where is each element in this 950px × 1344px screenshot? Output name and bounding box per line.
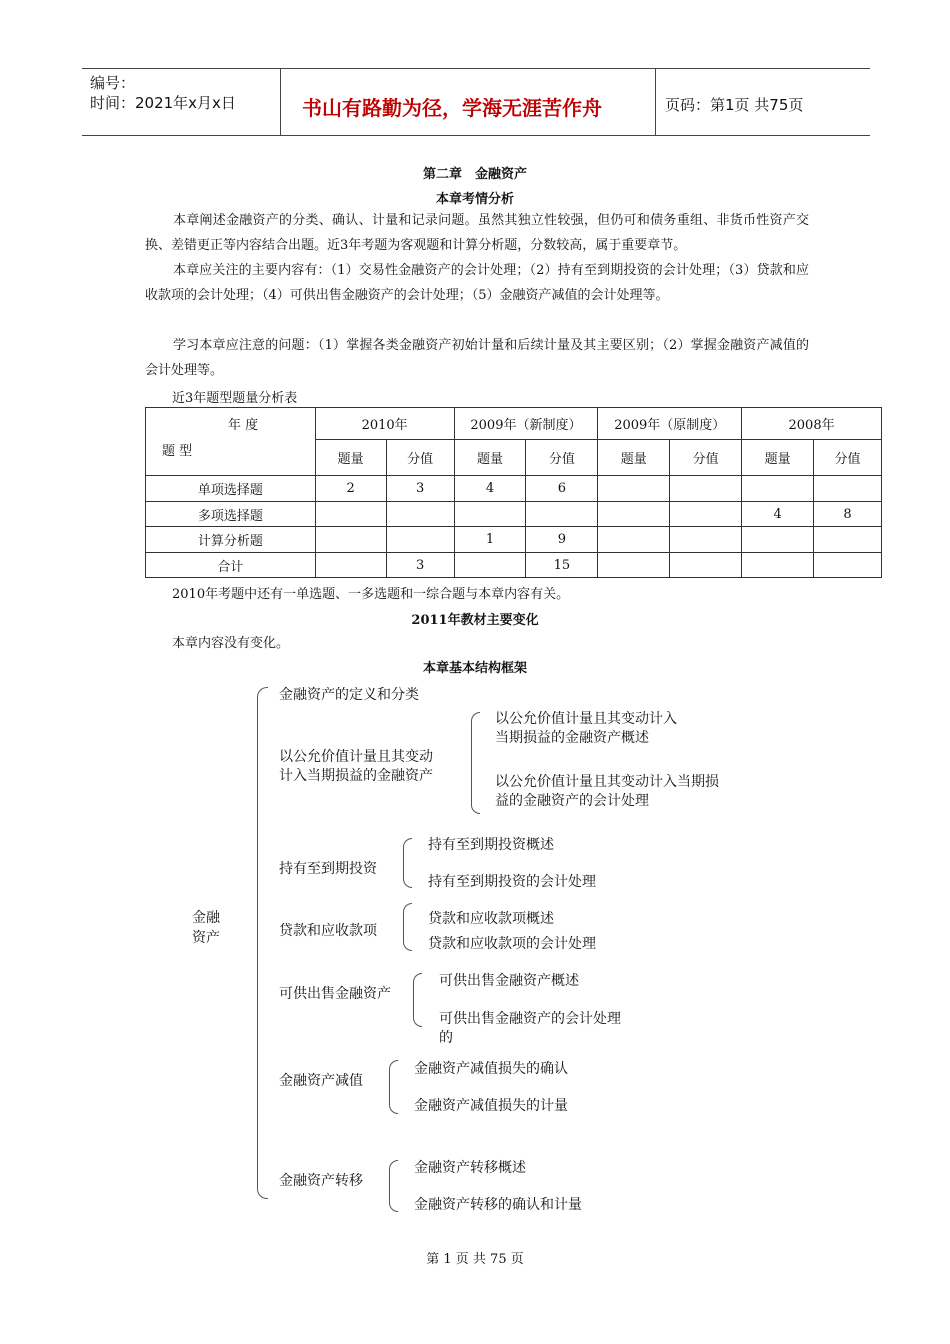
header-time: 时间：2021年x月x日 [90, 94, 236, 112]
fw-node-transfer: 金融资产转移 [279, 1173, 363, 1189]
table-cell: 2 [315, 476, 386, 502]
sub-header: 分值 [670, 440, 742, 476]
change-text: 本章内容没有变化。 [172, 636, 290, 651]
paragraph-3: 学习本章应注意的问题：（1）掌握各类金融资产初始计量和后续计量及其主要区别；（2）掌握金融资产减值的会计处理等。 [145, 338, 809, 378]
row-label: 计算分析题 [146, 527, 316, 553]
fw-node-fvtpl-a2: 当期损益的金融资产概述 [495, 730, 649, 746]
table-cell: 3 [386, 476, 454, 502]
year-header: 2009年（原制度） [598, 408, 742, 440]
table-cell: 4 [742, 502, 814, 527]
fw-node-transfer-a: 金融资产转移概述 [414, 1160, 526, 1176]
table-cell [598, 476, 670, 502]
fw-root-line-2: 资产 [192, 930, 220, 946]
table-cell [814, 527, 882, 553]
fw-brace-loans [403, 903, 412, 951]
table-cell: 15 [526, 553, 598, 578]
table-cell [386, 527, 454, 553]
table-cell [814, 476, 882, 502]
table-cell [670, 553, 742, 578]
corner-type: 题 型 [162, 444, 193, 459]
table-cell [598, 502, 670, 527]
sub-header: 题量 [742, 440, 814, 476]
fw-node-fvtpl-b1: 以公允价值计量且其变动计入当期损 [495, 774, 719, 790]
table-cell [386, 502, 454, 527]
sub-header: 分值 [814, 440, 882, 476]
sub-header: 题量 [315, 440, 386, 476]
fw-node-loans-b: 贷款和应收款项的会计处理 [428, 936, 596, 952]
fw-node-loans: 贷款和应收款项 [279, 923, 377, 939]
header-motto: 书山有路勤为径，学海无涯苦作舟 [302, 96, 602, 120]
table-cell: 3 [386, 553, 454, 578]
table-cell [315, 553, 386, 578]
fw-brace-transfer [389, 1160, 398, 1212]
header-page: 页码：第1页 共75页 [665, 96, 804, 114]
table-cell [315, 502, 386, 527]
row-label: 合计 [146, 553, 316, 578]
question-stats-table [145, 407, 882, 578]
fw-node-fvtpl-b2: 益的金融资产的会计处理 [495, 793, 649, 809]
fw-brace-fvtpl [471, 712, 480, 814]
fw-node-afs-a: 可供出售金融资产概述 [439, 973, 579, 989]
header-bottom-rule [82, 135, 870, 136]
fw-root-line-1: 金融 [192, 910, 220, 926]
fw-node-fvtpl-2: 计入当期损益的金融资产 [279, 768, 433, 784]
sub-header: 分值 [386, 440, 454, 476]
year-header: 2009年（新制度） [454, 408, 598, 440]
fw-node-fvtpl-a1: 以公允价值计量且其变动计入 [495, 711, 677, 727]
sub-header: 分值 [526, 440, 598, 476]
fw-node-fvtpl-1: 以公允价值计量且其变动 [279, 749, 433, 765]
fw-node-transfer-b: 金融资产转移的确认和计量 [414, 1197, 582, 1213]
table-cell: 6 [526, 476, 598, 502]
fw-node-definition: 金融资产的定义和分类 [279, 687, 419, 703]
table-row [146, 553, 882, 578]
fw-node-afs: 可供出售金融资产 [279, 986, 391, 1002]
fw-node-htm: 持有至到期投资 [279, 861, 377, 877]
header-divider-1 [280, 68, 281, 135]
table-cell [315, 527, 386, 553]
chapter-title: 第二章 金融资产 [422, 167, 527, 182]
table-cell [670, 527, 742, 553]
table-cell [454, 553, 526, 578]
table-cell [598, 527, 670, 553]
after-table-note: 2010年考题中还有一单选题、一多选题和一综合题与本章内容有关。 [172, 587, 570, 602]
table-cell [742, 553, 814, 578]
sub-header: 题量 [598, 440, 670, 476]
table-cell: 8 [814, 502, 882, 527]
table-row [146, 502, 882, 527]
fw-node-htm-a: 持有至到期投资概述 [428, 837, 554, 853]
table-cell [742, 476, 814, 502]
page-footer: 第 1 页 共 75 页 [426, 1252, 524, 1267]
fw-node-impair-b: 金融资产减值损失的计量 [414, 1098, 568, 1114]
fw-node-impair-a: 金融资产减值损失的确认 [414, 1061, 568, 1077]
row-label: 多项选择题 [146, 502, 316, 527]
table-cell [598, 553, 670, 578]
table-cell [526, 502, 598, 527]
fw-brace-impair [389, 1060, 398, 1114]
paragraph-1: 本章阐述金融资产的分类、确认、计量和记录问题。虽然其独立性较强，但仍可和债务重组、非货币性资产交换、差错更正等内容结合出题。近3年考题为客观题和计算分析题，分数较高，属于重要章节。 [145, 213, 809, 253]
table-cell [814, 553, 882, 578]
fw-main-brace [257, 687, 268, 1199]
fw-node-afs-b1: 可供出售金融资产的会计处理 [439, 1011, 621, 1027]
table-cell [670, 502, 742, 527]
sub-header: 题量 [454, 440, 526, 476]
table-cell [670, 476, 742, 502]
corner-year: 年 度 [228, 418, 259, 433]
header-divider-2 [655, 68, 656, 135]
analysis-title: 本章考情分析 [435, 192, 514, 207]
table-caption: 近3年题型题量分析表 [172, 391, 298, 406]
table-corner [146, 408, 316, 476]
table-cell: 1 [454, 527, 526, 553]
year-header: 2008年 [742, 408, 882, 440]
table-cell [454, 502, 526, 527]
header-top-rule [82, 68, 870, 69]
fw-brace-afs [413, 973, 422, 1027]
table-row [146, 476, 882, 502]
year-header: 2010年 [315, 408, 454, 440]
framework-title: 本章基本结构框架 [422, 661, 527, 676]
header-number: 编号： [90, 74, 136, 92]
table-row [146, 527, 882, 553]
table-cell: 9 [526, 527, 598, 553]
table-cell [742, 527, 814, 553]
fw-node-impair: 金融资产减值 [279, 1073, 363, 1089]
table-cell: 4 [454, 476, 526, 502]
fw-node-htm-b: 持有至到期投资的会计处理 [428, 874, 596, 890]
fw-node-afs-b2: 的 [439, 1030, 453, 1046]
paragraph-2: 本章应关注的主要内容有：（1）交易性金融资产的会计处理；（2）持有至到期投资的会计处理；（3）贷款和应收款项的会计处理；（4）可供出售金融资产的会计处理；（5）金融资产减值的会计处理等。 [145, 263, 809, 303]
row-label: 单项选择题 [146, 476, 316, 502]
fw-node-loans-a: 贷款和应收款项概述 [428, 911, 554, 927]
fw-brace-htm [403, 838, 412, 888]
change-title: 2011年教材主要变化 [411, 613, 539, 628]
